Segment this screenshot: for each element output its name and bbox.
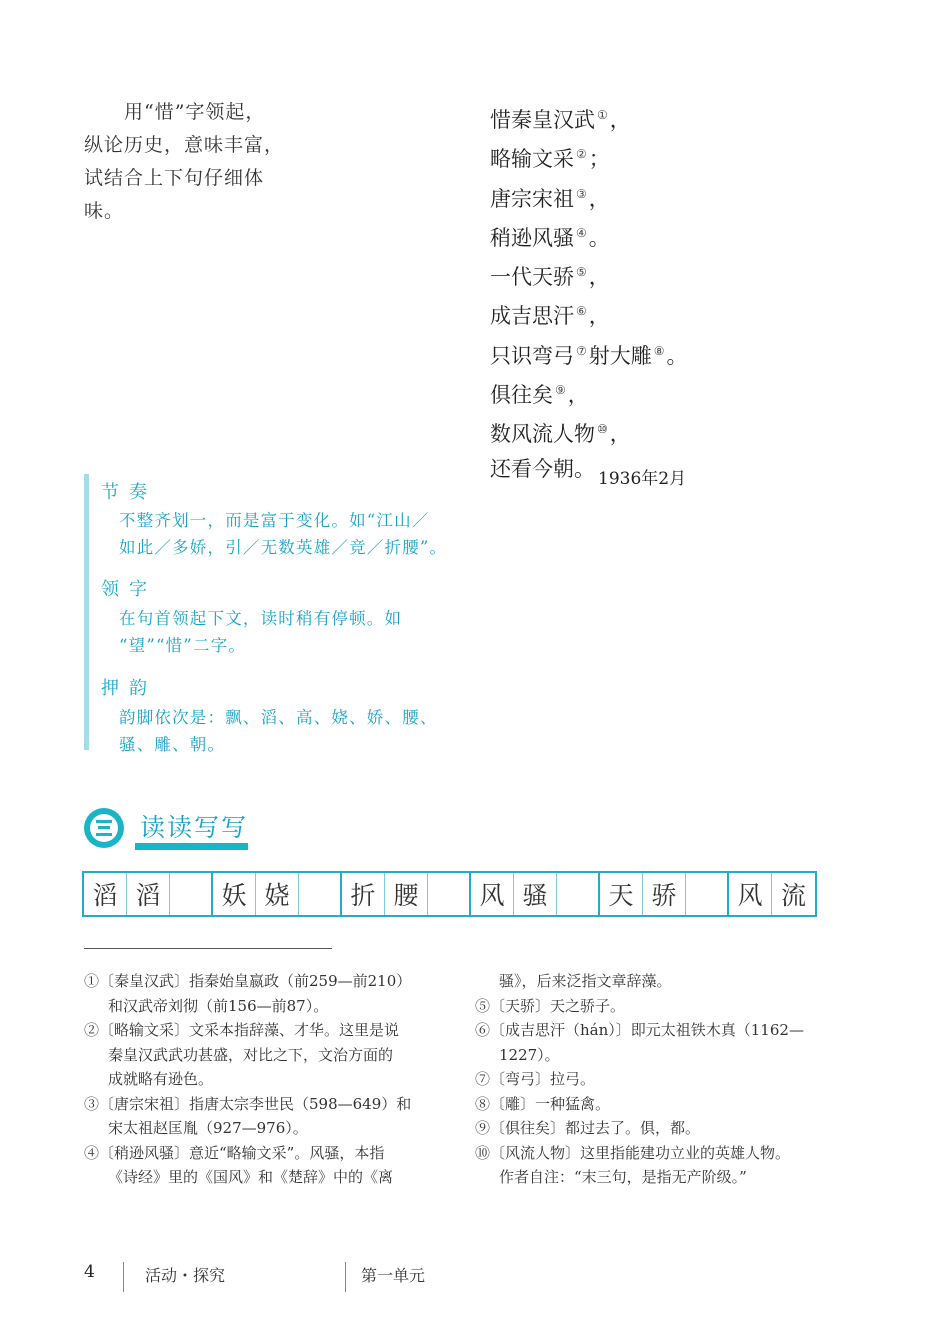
footnote: ⑧〔雕〕一种猛禽。 xyxy=(475,1094,611,1113)
grid-char: 风 xyxy=(729,873,772,915)
footnote-marker[interactable]: ⑦ xyxy=(576,343,587,358)
grid-blank xyxy=(299,873,342,915)
footnote-marker[interactable]: ⑩ xyxy=(597,422,608,437)
poem-line: 惜秦皇汉武 ①， xyxy=(490,108,631,132)
poem-line: 俱往矣 ⑨， xyxy=(490,383,589,408)
footnote: ⑨〔俱往矣〕都过去了。俱，都。 xyxy=(475,1119,701,1137)
footnote-marker[interactable]: ③ xyxy=(576,186,587,201)
footnote-marker[interactable]: ⑤ xyxy=(576,265,587,280)
grid-blank xyxy=(428,873,471,915)
margin-note xyxy=(84,96,314,228)
footnote-cont: 《诗经》里的《国风》和《楚辞》中的《离 xyxy=(108,1168,394,1186)
footnote: ⑩〔风流人物〕这里指能建功立业的英雄人物。 xyxy=(475,1143,791,1162)
poem-line: 略输文采 ②； xyxy=(490,147,610,172)
poem-line: 一代天骄 ⑤， xyxy=(490,265,610,290)
grid-char: 滔 xyxy=(127,873,170,915)
page-number: 4 xyxy=(84,1262,95,1282)
poem-line: 数风流人物 ⑩， xyxy=(490,422,631,447)
footnote-cont: 和汉武帝刘彻（前156—前87）。 xyxy=(108,996,329,1015)
section-title-underline xyxy=(135,843,248,850)
grid-blank xyxy=(170,873,213,915)
footnote-cont: 作者自注：“末三句，是指无产阶级。” xyxy=(499,1168,747,1186)
margin-note-line: 试结合上下句仔细体 xyxy=(84,167,265,189)
footnote-marker[interactable]: ⑨ xyxy=(555,383,566,398)
footnote-cont: 宋太祖赵匡胤（927—976）。 xyxy=(108,1119,308,1137)
footnote-marker[interactable]: ④ xyxy=(576,225,587,240)
footnotes-right xyxy=(475,969,835,1190)
rhythm-body: 不整齐划一，而是富于变化。如“江山／ 如此／多娇，引／无数英雄／竞／折腰”。 xyxy=(119,511,448,557)
footnote: ⑥〔成吉思汗（hán）〕即元太祖铁木真（1162— xyxy=(475,1021,804,1039)
grid-char: 风 xyxy=(471,873,514,915)
footnote-cont: 成就略有逊色。 xyxy=(108,1070,214,1088)
footnotes-left xyxy=(84,969,444,1190)
footnote-marker[interactable]: ② xyxy=(576,147,587,162)
rhyme-body: 韵脚依次是：飘、滔、高、娆、娇、腰、 骚、雕、朝。 xyxy=(119,708,438,754)
grid-char: 天 xyxy=(600,873,643,915)
footnote-marker[interactable]: ⑥ xyxy=(576,304,587,319)
footnote-rule xyxy=(84,948,332,949)
section-three-icon xyxy=(84,808,124,848)
footnote: ④〔稍逊风骚〕意近“略输文采”。风骚，本指 xyxy=(84,1143,385,1162)
footnote-cont: 骚》，后来泛指文章辞藻。 xyxy=(499,972,672,990)
grid-char: 滔 xyxy=(84,873,127,915)
grid-char: 妖 xyxy=(213,873,256,915)
grid-blank xyxy=(686,873,729,915)
grid-blank xyxy=(557,873,600,915)
poem-date: 1936年2月 xyxy=(598,469,687,489)
lead-word-heading: 领字 xyxy=(101,579,157,600)
section-title: 读读写写 xyxy=(140,813,249,842)
footnote: ②〔略输文采〕文采本指辞藻、才华。这里是说 xyxy=(84,1021,400,1039)
poem xyxy=(490,98,688,486)
grid-char: 娆 xyxy=(256,873,299,915)
footnote: ⑦〔弯弓〕拉弓。 xyxy=(475,1070,596,1088)
footer-divider xyxy=(345,1262,346,1292)
poem-line: 只识弯弓 ⑦射大雕 ⑧。 xyxy=(490,343,688,368)
footnote-cont: 秦皇汉武武功甚盛，对比之下，文治方面的 xyxy=(108,1045,394,1064)
footnote-marker[interactable]: ① xyxy=(597,108,608,122)
grid-char: 骄 xyxy=(643,873,686,915)
footer-unit: 第一单元 xyxy=(361,1266,426,1285)
grid-char: 腰 xyxy=(385,873,428,915)
margin-note-line: 纵论历史，意味丰富， xyxy=(84,134,285,156)
grid-char: 折 xyxy=(342,873,385,915)
study-notes xyxy=(84,474,469,754)
grid-char: 骚 xyxy=(514,873,557,915)
margin-note-line: 用“惜”字领起， xyxy=(84,101,266,123)
rhythm-heading: 节奏 xyxy=(101,482,157,503)
writing-grid xyxy=(82,871,817,917)
grid-char: 流 xyxy=(780,881,806,910)
poem-line: 成吉思汗 ⑥， xyxy=(490,304,610,329)
rhyme-heading: 押韵 xyxy=(101,678,157,699)
lead-word-body: 在句首领起下文，读时稍有停顿。如 “望”“惜”二字。 xyxy=(119,609,403,655)
poem-line: 稍逊风骚 ④。 xyxy=(490,225,610,250)
footnote-cont: 1227）。 xyxy=(499,1045,560,1064)
margin-note-line: 味。 xyxy=(84,200,125,222)
poem-line: 唐宗宋祖 ③， xyxy=(490,186,610,211)
footnote: ⑤〔天骄〕天之骄子。 xyxy=(475,996,626,1015)
poem-line: 还看今朝。 xyxy=(490,456,595,481)
footer-section: 活动・探究 xyxy=(145,1266,226,1285)
footnote-marker[interactable]: ⑧ xyxy=(653,343,665,358)
footnote: ③〔唐宗宋祖〕指唐太宗李世民（598—649）和 xyxy=(84,1094,412,1113)
footer-divider xyxy=(123,1262,124,1292)
footnote: ①〔秦皇汉武〕指秦始皇嬴政（前259—前210） xyxy=(84,972,412,990)
